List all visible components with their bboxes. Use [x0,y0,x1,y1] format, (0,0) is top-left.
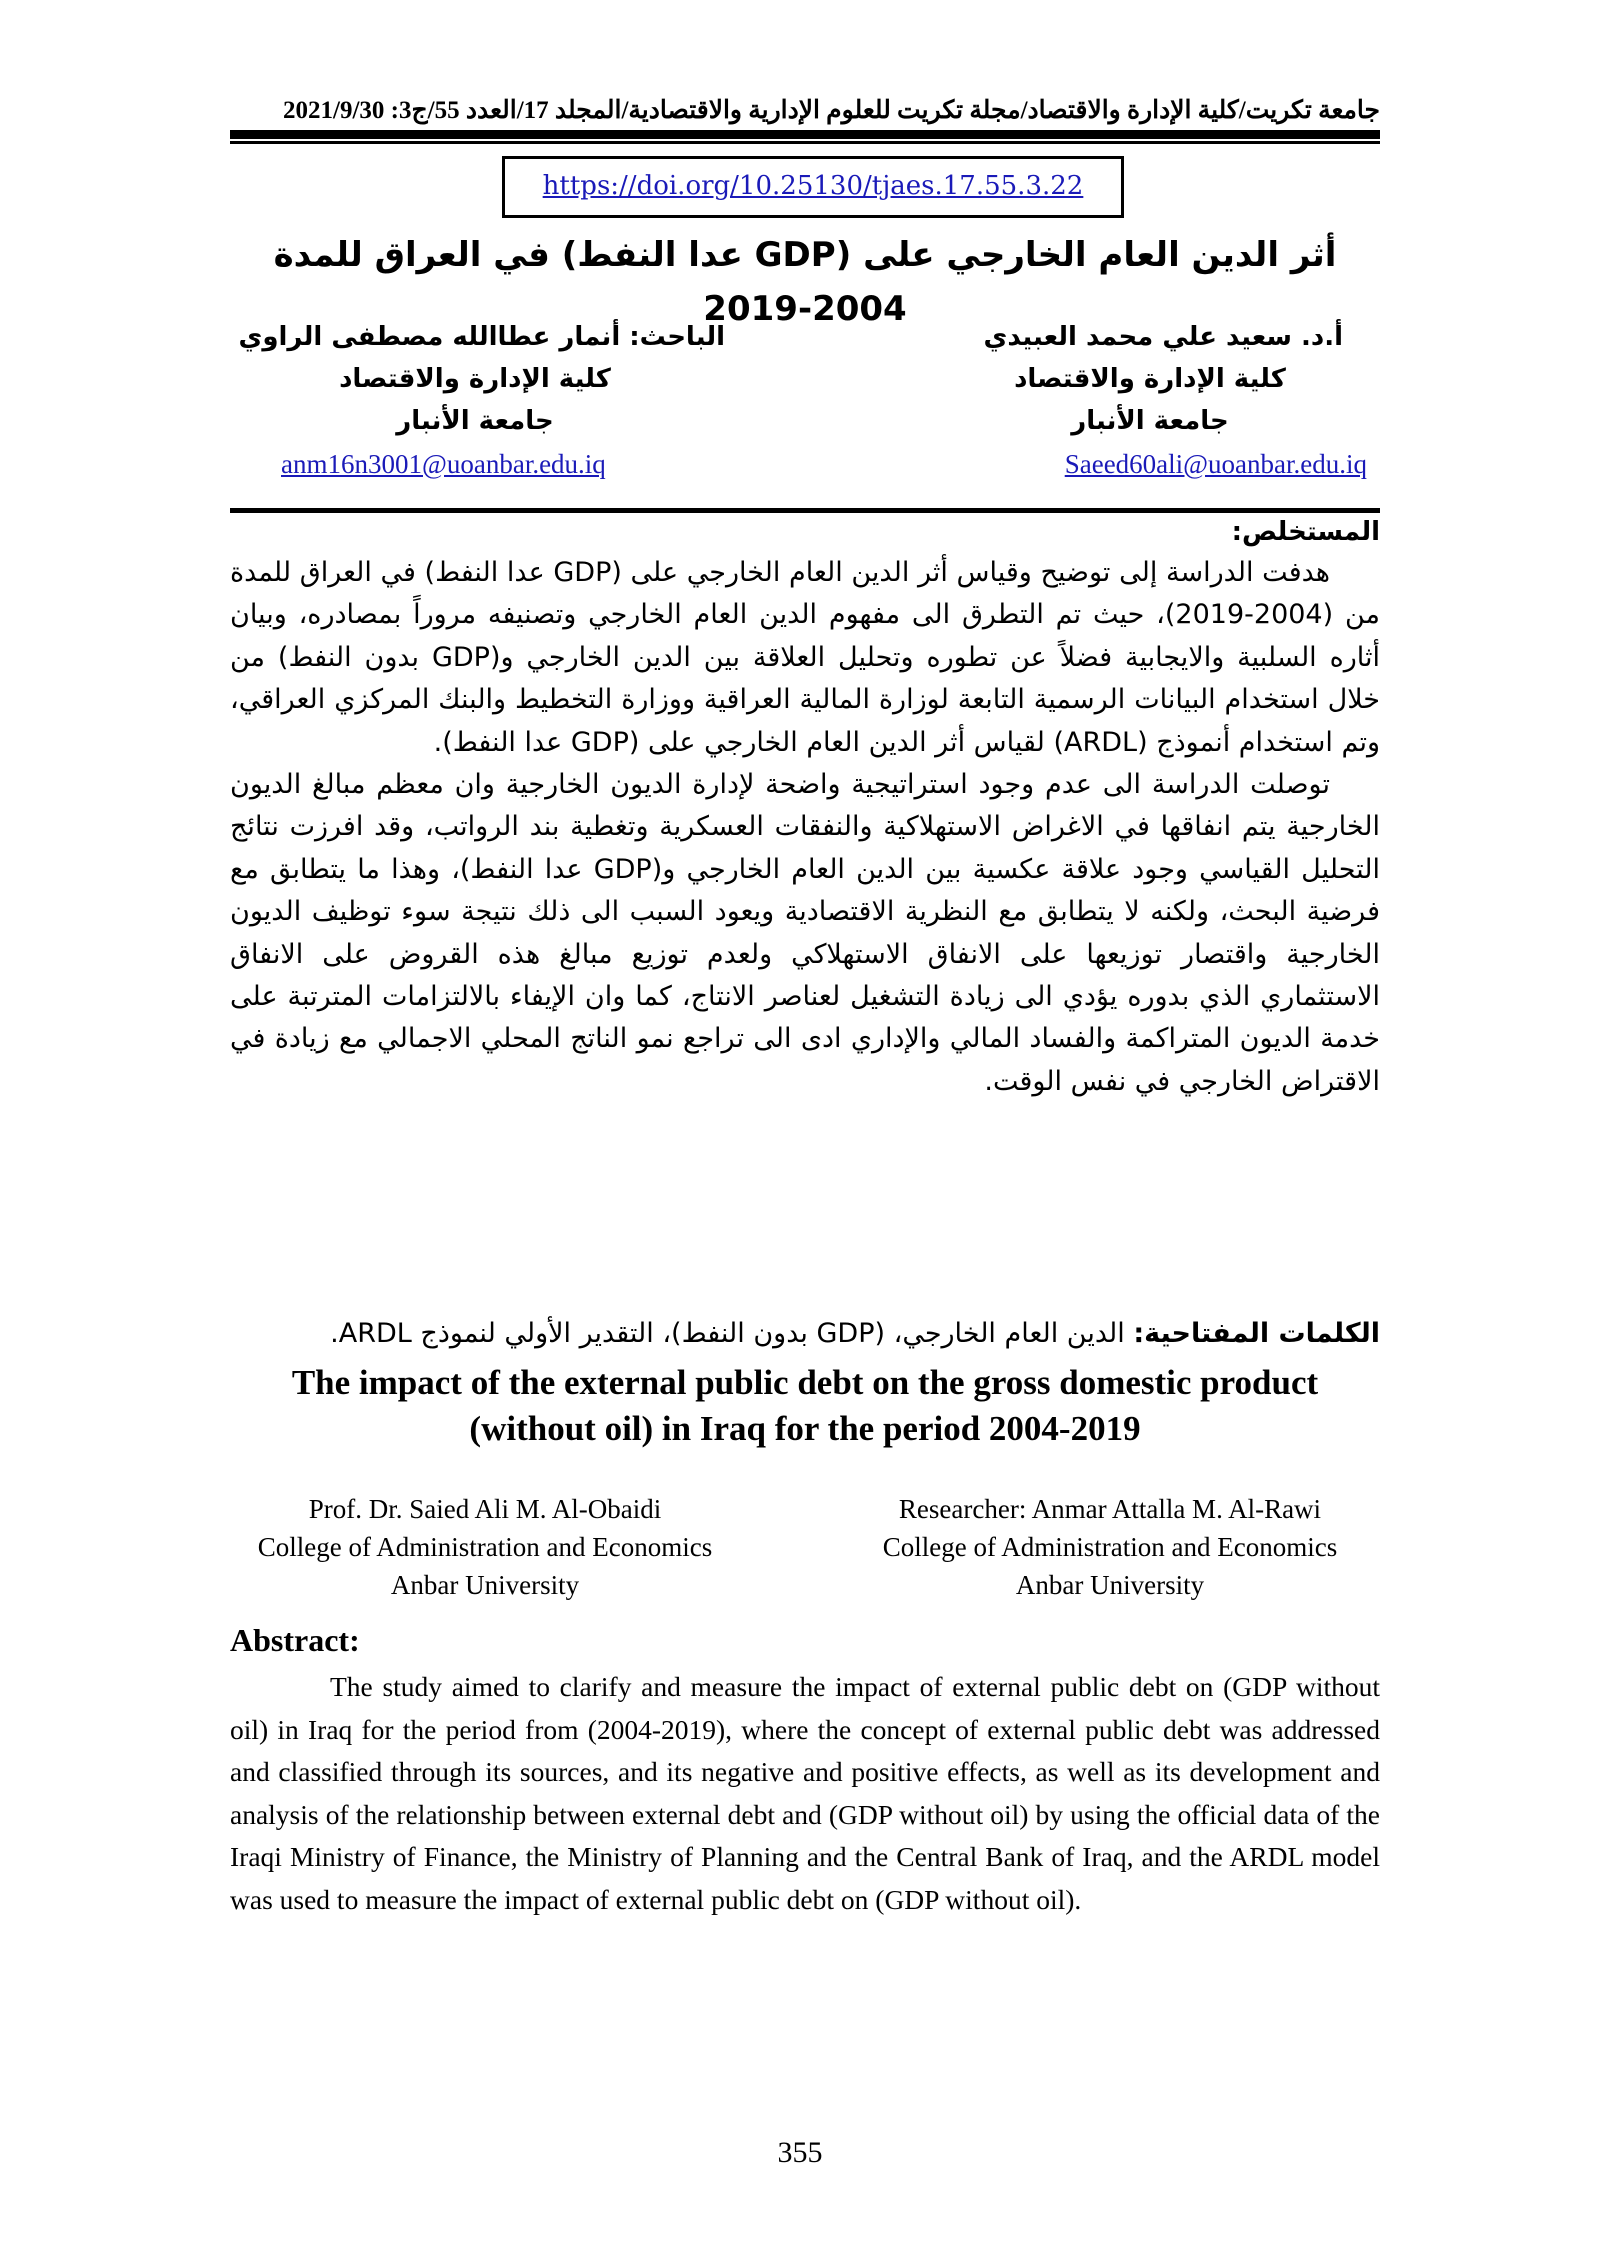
arabic-abstract-paragraph: هدفت الدراسة إلى توضيح وقياس أثر الدين العام الخارجي على (GDP عدا النفط) في العراق للمدة من (2004-2019)، حيث تم التطرق الى مفهوم الدين العام الخارجي وتصنيفه مروراً بمصادره، وبيان أثاره السلبية والايجابية فضلاً عن تطوره وتحليل العلاقة بين الدين الخارجي و(GDP بدون النفط) من خلال استخدام البيانات الرسمية التابعة لوزارة المالية العراقية ووزارة التخطيط والبنك المركزي العراقي، وتم استخدام أنموذج (ARDL) لقياس أثر الدين العام الخارجي على (GDP عدا النفط). [230,557,1380,758]
keywords-text: الدين العام الخارجي، (GDP بدون النفط)، التقدير الأولي لنموذج ARDL. [330,1318,1134,1349]
english-abstract-paragraph: The study aimed to clarify and measure the impact of external public debt on (GDP without oil) in Iraq for the period from (2004-2019), where the concept of external public debt was addressed and classified through its sources, and its negative and positive effects, as well as its development and analysis of the relationship between external debt and (GDP without oil) by using the official data of the Iraqi Ministry of Finance, the Ministry of Planning and the Central Bank of Iraq, and the ARDL model was used to measure the impact of external public debt on (GDP without oil). [230,1671,1380,1915]
author-university: Anbar University [390,1570,580,1600]
author-college: كلية الإدارة والاقتصاد [339,364,611,394]
english-abstract-body [230,1666,1380,1921]
author-university: Anbar University [1015,1570,1205,1600]
header-rule-thin [230,141,1380,144]
author-name: Researcher: Anmar Attalla M. Al-Rawi [898,1494,1322,1524]
english-title-line: (without oil) in Iraq for the period 2004-2019 [469,1409,1141,1448]
arabic-abstract-heading: المستخلص: [1231,517,1380,547]
keywords-label: الكلمات المفتاحية: [1133,1318,1380,1349]
journal-header: جامعة تكريت/كلية الإدارة والاقتصاد/مجلة تكريت للعلوم الإدارية والاقتصادية/المجلد 17/العدد 55/ج3: 2021/9/30 [283,97,1380,124]
arabic-keywords [230,1314,1380,1354]
header-rule-thick [230,130,1380,139]
arabic-author-2 [225,316,725,486]
author-email-link[interactable]: anm16n3001@uoanbar.edu.iq [281,449,606,479]
section-divider [230,508,1380,513]
arabic-author-1 [905,316,1395,486]
author-name: الباحث: أنمار عطاالله مصطفى الراوي [238,322,725,352]
arabic-abstract-paragraph: توصلت الدراسة الى عدم وجود استراتيجية واضحة لإدارة الديون الخارجية وان معظم مبالغ الديون الخارجية يتم انفاقها في الاغراض الاستهلاكية والنفقات العسكرية وتغطية بند الرواتب، وقد افرزت نتائج التحليل القياسي وجود علاقة عكسية بين الدين العام الخارجي و(GDP عدا النفط)، وهذا ما يتطابق مع فرضية البحث، ولكنه لا يتطابق مع النظرية الاقتصادية ويعود السبب الى ذلك نتيجة سوء توظيف الديون الخارجية واقتصار توزيعها على الانفاق الاستهلاكي ولعدم توزيع مبالغ هذه القروض على الانفاق الاستثماري الذي بدوره يؤدي الى زيادة التشغيل لعناصر الانتاج، كما وان الإيفاء بالالتزامات المترتبة على خدمة الديون المتراكمة والفساد المالي والإداري ادى الى تراجع نمو الناتج المحلي الاجمالي مع زيادة في الاقتراض الخارجي في نفس الوقت. [230,769,1381,1097]
author-university: جامعة الأنبار [1071,406,1229,436]
doi-link[interactable]: https://doi.org/10.25130/tjaes.17.55.3.22 [542,171,1084,201]
page-number: 355 [777,2136,823,2169]
english-abstract-heading: Abstract: [230,1622,360,1658]
author-name: أ.د. سعيد علي محمد العبيدي [983,322,1343,352]
arabic-title: أثر الدين العام الخارجي على (GDP عدا النفط) في العراق للمدة 2004-2019 [273,235,1337,329]
arabic-abstract-body [230,552,1380,1103]
english-author-1 [225,1490,745,1604]
english-title [230,1360,1380,1452]
author-college: College of Administration and Economics [882,1532,1338,1562]
author-college: College of Administration and Economics [257,1532,713,1562]
english-author-2 [850,1490,1370,1604]
author-email-link[interactable]: Saeed60ali@uoanbar.edu.iq [1064,449,1367,479]
english-title-line: The impact of the external public debt on the gross domestic product [291,1363,1319,1402]
doi-box [502,156,1124,218]
author-name: Prof. Dr. Saied Ali M. Al-Obaidi [308,1494,662,1524]
author-college: كلية الإدارة والاقتصاد [1014,364,1286,394]
author-university: جامعة الأنبار [396,406,554,436]
